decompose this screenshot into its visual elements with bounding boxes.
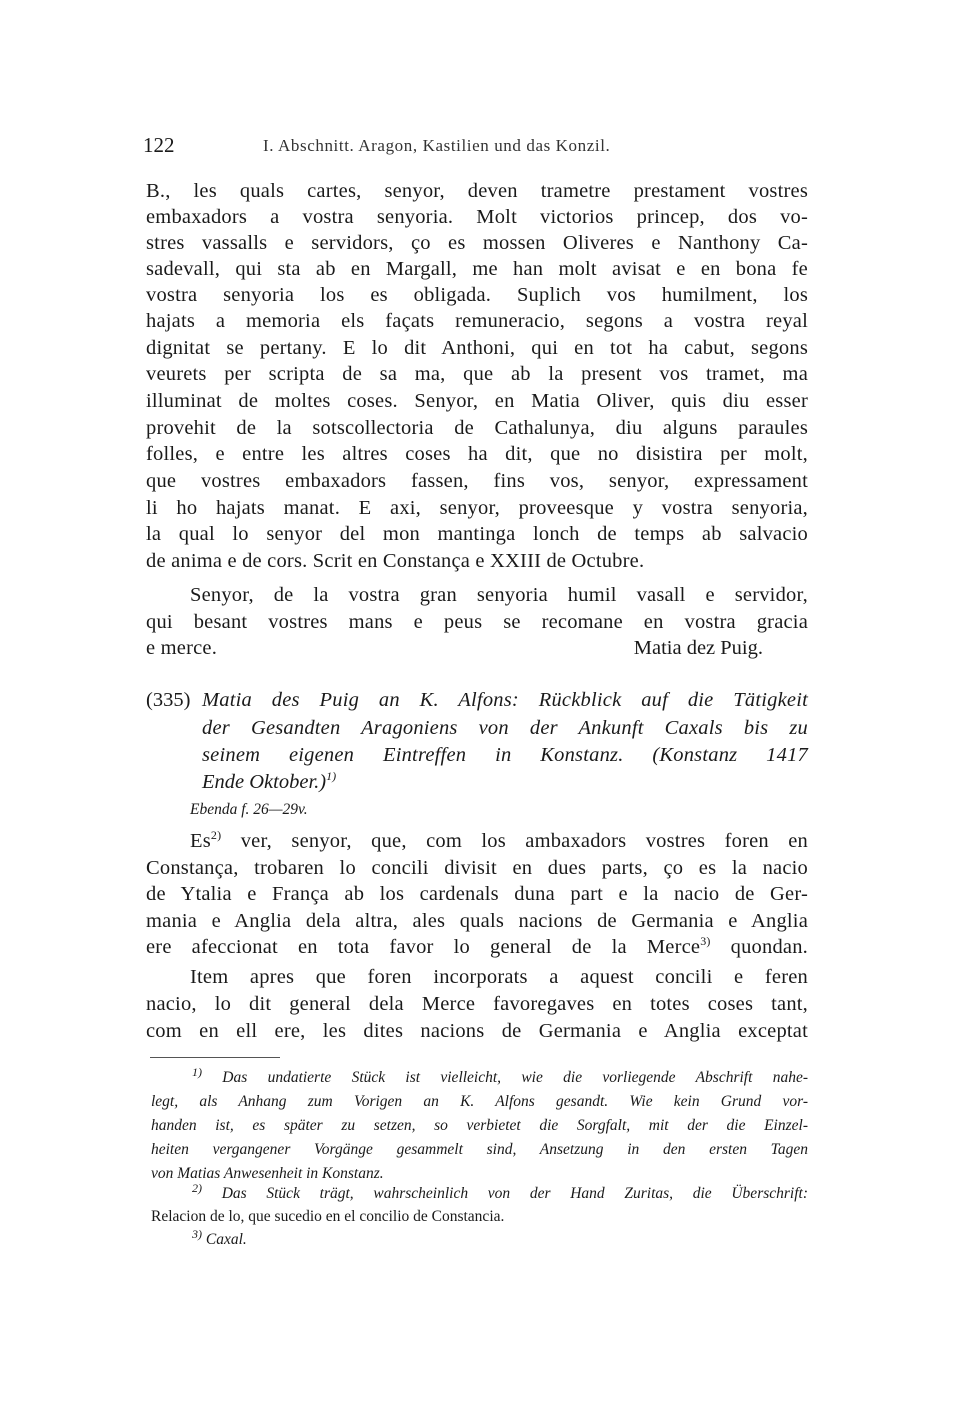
text-line: ere afeccionat en tota favor lo general de la Merce$^{3)}$ quondan. <box>146 934 808 958</box>
closing-line: e merce. <box>146 637 218 659</box>
document-title: Ende Oktober.)$^{1)}$ <box>202 769 337 793</box>
text-line: provehit de la sotscollectoria de Cathalunya, diu alguns paraules <box>146 417 808 439</box>
footnote-marker: 1) <box>192 1064 202 1079</box>
running-title: I. Abschnitt. Aragon, Kastilien und das Konzil. <box>263 136 611 155</box>
text-line: stres vassalls e servidors, ço es mossen Oliveres e Nanthony Ca- <box>146 232 808 254</box>
text-line: de Ytalia e França ab los cardenals duna part e la nacio de Ger- <box>146 883 808 905</box>
signature: Matia dez Puig. <box>633 637 763 659</box>
text-line: sadevall, qui sta ab en Margall, me han molt avisat e en bona fe <box>146 258 808 280</box>
document-title: seinem eigenen Eintreffen in Konstanz. (Konstanz 1417 <box>202 744 808 766</box>
text-line: Item apres que foren incorporats a aquest concili e feren <box>190 966 808 988</box>
footnote-marker: 2) <box>192 1180 202 1195</box>
text-line: que vostres embaxadors fassen, fins vos, senyor, expressament <box>146 470 808 492</box>
text-line: dignitat se pertany. E lo dit Anthoni, qui en tot ha cabut, segons <box>146 337 808 359</box>
text-line: B., les quals cartes, senyor, deven trametre prestament vostres <box>146 180 808 202</box>
text-line: de anima e de cors. Scrit en Constança e XXIII de Octubre. <box>146 550 645 572</box>
closing-line: Senyor, de la vostra gran senyoria humil vasall e servidor, <box>190 584 808 606</box>
document-title: Matia des Puig an K. Alfons: Rückblick auf die Tätigkeit <box>202 689 808 711</box>
footnote-line: legt, als Anhang zum Vorigen an K. Alfons gesandt. Wie kein Grund vor- <box>151 1093 808 1110</box>
text-line: com en ell ere, les dites nacions de Germania e Anglia exceptat <box>146 1020 808 1042</box>
text-line: veurets per scripta de sa ma, que ab la present vos tramet, ma <box>146 363 808 385</box>
closing-line: qui besant vostres mans e peus se recomane en vostra gracia <box>146 611 808 633</box>
text-line: Constança, trobaren lo concili divisit en dues parts, ço es la nacio <box>146 857 808 879</box>
footnote-ref: 1) <box>326 769 337 784</box>
text-line: vostra senyoria los es obligada. Suplich vos humilment, los <box>146 284 808 306</box>
footnote-line: von Matias Anwesenheit in Konstanz. <box>151 1165 384 1182</box>
footnote-line: $^{3)}$ Caxal. <box>192 1226 247 1248</box>
text-line: li ho hajats manat. E axi, senyor, proveesque y vostra senyoria, <box>146 497 808 519</box>
text-line: embaxadors a vostra senyoria. Molt victorios princep, dos vo- <box>146 206 808 228</box>
footnote-line: $^{1)}$ Das undatierte Stück ist vielleicht, wie die vorliegende Abschrift nahe- <box>192 1064 808 1086</box>
footnote-line: handen ist, es später zu setzen, so verbietet die Sorgfalt, mit der die Einzel- <box>151 1117 808 1134</box>
text-line: nacio, lo dit general dela Merce favoregaves en totes coses tant, <box>146 993 808 1015</box>
text-line: hajats a memoria els façats remuneracio, segons a vostra reyal <box>146 310 808 332</box>
footnote-ref: 3) <box>700 934 711 949</box>
text-line: la qual lo senyor del mon mantinga lonch de temps ab salvacio <box>146 523 808 545</box>
page-number: 122 <box>143 133 175 157</box>
footnote-divider <box>150 1057 280 1058</box>
footnote-line: heiten vergangener Vorgänge gesammelt sind, Ansetzung in den ersten Tagen <box>151 1141 808 1158</box>
text-line: mania e Anglia dela altra, ales quals nacions de Germania e Anglia <box>146 910 808 932</box>
footnote-ref: 2) <box>210 828 222 843</box>
text-line: Es$^{2)}$ ver, senyor, que, com los ambaxadors vostres foren en <box>190 828 808 852</box>
footnote-marker: 3) <box>192 1226 202 1241</box>
source-reference: Ebenda f. 26—29v. <box>190 801 308 818</box>
footnote-line: Relacion de lo, que sucedio en el concilio de Constancia. <box>151 1208 505 1225</box>
text-line: folles, e entre les altres coses ha dit, que no disistira per molt, <box>146 443 808 465</box>
document-title: der Gesandten Aragoniens von der Ankunft Caxals bis zu <box>202 717 808 739</box>
document-number: (335) <box>146 689 191 711</box>
footnote-line: $^{2)}$ Das Stück trägt, wahrscheinlich von der Hand Zuritas, die Überschrift: <box>192 1180 808 1202</box>
text-line: illuminat de moltes coses. Senyor, en Matia Oliver, quis diu esser <box>146 390 808 412</box>
